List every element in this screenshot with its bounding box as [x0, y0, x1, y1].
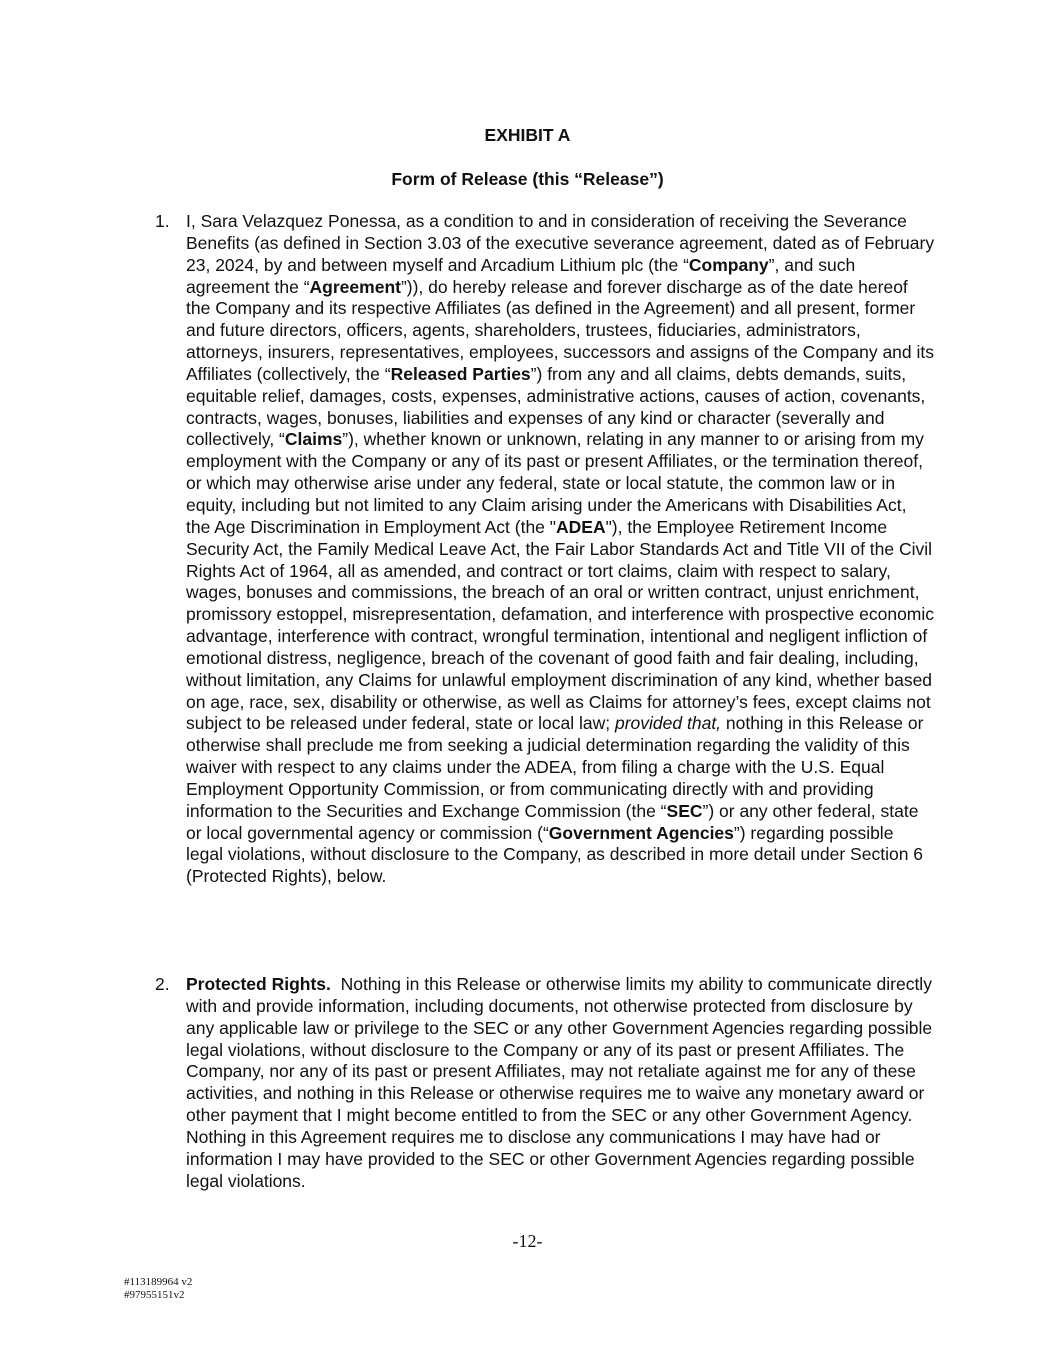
paragraph-1-part-3: ”)), do hereby release and forever discharge as of the date hereof the Company and its respective Affiliates (as defined in the Agreement) and all present, former and future directors, officers, agents, shareholders, trustees, fiduciaries, administrators, attorneys, insurers, representatives, employees, successors and assigns of the Company and its Affiliates (collectively, the “ — [186, 276, 935, 384]
paragraph-1-text — [186, 211, 935, 888]
defined-term-sec: SEC — [666, 800, 703, 821]
paragraph-1 — [155, 211, 935, 888]
paragraph-2 — [155, 974, 935, 1192]
paragraph-1-part-6: "), the Employee Retirement Income Security Act, the Family Medical Leave Act, the Fair Labor Standards Act and Title VII of the Civil Rights Act of 1964, all as amended, and contract or tort claims, claim with respect to salary, wages, bonuses and commissions, the breach of an oral or written contract, unjust enrichment, promissory estoppel, misrepresentation, defamation, and interference with prospective economic advantage, interference with contract, wrongful termination, intentional and negligent infliction of emotional distress, negligence, breach of the covenant of good faith and fair dealing, including, without limitation, any Claims for unlawful employment discrimination of any kind, whether based on age, race, sex, disability or otherwise, as well as Claims for attorney’s fees, except claims not subject to be released under federal, state or local law; — [186, 516, 935, 734]
paragraph-1-part-2: ”, and such agreement the “ — [186, 254, 856, 297]
defined-term-released-parties: Released Parties — [390, 363, 531, 384]
document-identifiers — [124, 1276, 192, 1301]
paragraph-2-text — [186, 974, 935, 1192]
document-id-1: #113189964 v2 — [124, 1276, 193, 1288]
paragraph-1-number: 1. — [155, 211, 170, 231]
paragraph-2-number: 2. — [155, 974, 170, 994]
provided-that-phrase: provided that, — [615, 713, 722, 734]
page-number: -12- — [512, 1231, 543, 1251]
form-title: Form of Release (this “Release”) — [391, 169, 664, 189]
paragraph-1-part-1: I, Sara Velazquez Ponessa, as a condition to and in consideration of receiving the Severance Benefits (as defined in Section 3.03 of the executive severance agreement, dated as of February 23, 2024, by and between myself and Arcadium Lithium plc (the “ — [186, 211, 935, 275]
defined-term-company: Company — [688, 254, 769, 275]
defined-term-government-agencies: Government Agencies — [548, 822, 734, 843]
defined-term-claims: Claims — [284, 429, 343, 450]
paragraph-1-part-8: ”) or any other federal, state or local governmental agency or commission (“ — [186, 800, 919, 843]
defined-term-adea: ADEA — [556, 516, 606, 537]
paragraph-2-body: Nothing in this Release or otherwise limits my ability to communicate directly with and provide information, including documents, not otherwise protected from disclosure by any applicable law or privilege to the SEC or any other Government Agencies regarding possible legal violations, without disclosure to the Company or any of its past or present Affiliates. The Company, nor any of its past or present Affiliates, may not retaliate against me for any of these activities, and nothing in this Release or otherwise requires me to waive any monetary award or other payment that I might become entitled to from the SEC or any other Government Agency. Nothing in this Agreement requires me to disclose any communications I may have had or information I may have provided to the SEC or other Government Agencies regarding possible legal violations. — [186, 974, 937, 1191]
paragraph-1-part-7: nothing in this Release or otherwise shall preclude me from seeking a judicial determination regarding the validity of this waiver with respect to any claims under the ADEA, from filing a charge with the U.S. Equal Employment Opportunity Commission, or from communicating directly with and providing information to the Securities and Exchange Commission (the “ — [186, 713, 924, 821]
protected-rights-heading: Protected Rights. — [186, 974, 331, 994]
document-id-2: #97955151v2 — [124, 1288, 185, 1301]
paragraph-1-part-4: ”) from any and all claims, debts demands, suits, equitable relief, damages, costs, expenses, administrative actions, causes of action, covenants, contracts, wages, bonuses, liabilities and expenses of any kind or character (severally and collectively, “ — [186, 363, 926, 450]
paragraph-1-part-5: ”), whether known or unknown, relating in any manner to or arising from my employment with the Company or any of its past or present Affiliates, or the termination thereof, or which may otherwise arise under any federal, state or local statute, the common law or in equity, including but not limited to any Claim arising under the Americans with Disabilities Act, the Age Discrimination in Employment Act (the " — [186, 429, 924, 537]
paragraph-1-part-9: ”) regarding possible legal violations, without disclosure to the Company, as described in more detail under Section 6 (Protected Rights), below. — [186, 822, 924, 887]
exhibit-title: EXHIBIT A — [484, 125, 571, 145]
defined-term-agreement: Agreement — [309, 276, 401, 297]
